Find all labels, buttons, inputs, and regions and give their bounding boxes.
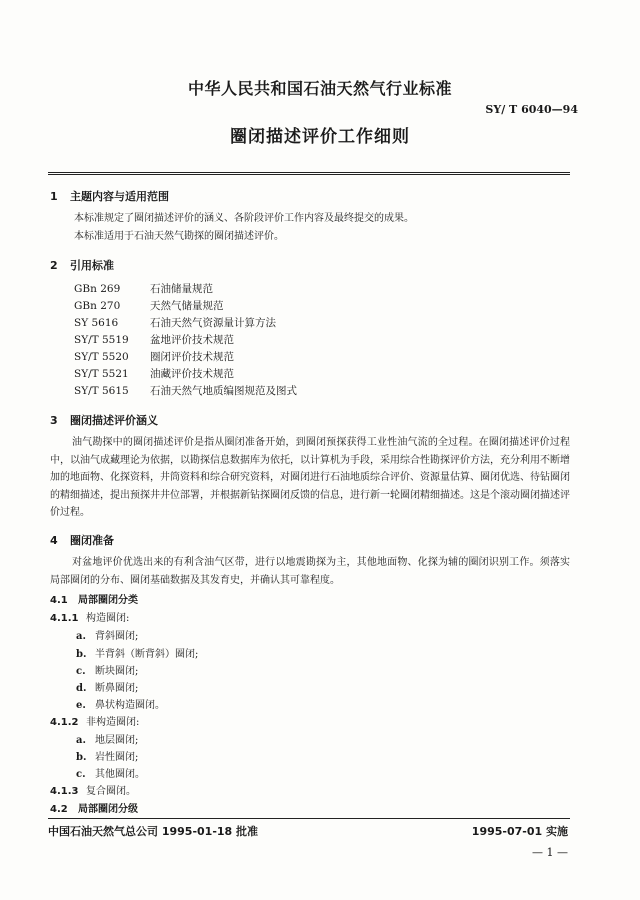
subsection-4-1-2 xyxy=(50,713,139,728)
reference-item xyxy=(74,332,234,347)
reference-code: SY/T 5520 xyxy=(74,351,129,363)
list-text: 鼻状构造圈闭。 xyxy=(95,700,165,711)
approval-line: 中国石油天然气总公司 1995-01-18 批准 xyxy=(48,825,259,838)
subsection-number: 4.1 xyxy=(50,595,68,606)
reference-code: SY/T 5521 xyxy=(74,368,129,380)
list-item xyxy=(76,731,138,746)
section-number: 1 xyxy=(50,190,58,203)
reference-item xyxy=(74,315,276,330)
subsection-4-1-3 xyxy=(50,782,136,797)
section-2-heading xyxy=(50,257,114,273)
list-label: a. xyxy=(76,735,86,746)
subsection-4-1-heading xyxy=(50,591,138,606)
list-item xyxy=(76,765,145,780)
reference-name: 盆地评价技术规范 xyxy=(150,334,234,346)
subsection-4-2-heading xyxy=(50,800,138,815)
section-1-paragraph: 本标准规定了圈闭描述评价的涵义、各阶段评价工作内容及最终提交的成果。 xyxy=(74,213,414,224)
section-number: 2 xyxy=(50,259,58,272)
list-text: 半背斜（断背斜）圈闭; xyxy=(95,649,199,660)
reference-item xyxy=(74,383,297,398)
list-text: 岩性圈闭; xyxy=(95,752,139,763)
reference-name: 天然气储量规范 xyxy=(150,300,224,312)
subsection-title: 非构造圈闭: xyxy=(86,717,140,728)
reference-name: 石油天然气资源量计算方法 xyxy=(150,317,276,329)
effective-date: 1995-07-01 实施 xyxy=(471,825,568,838)
subsection-number: 4.1.3 xyxy=(50,786,79,797)
reference-code: SY/T 5519 xyxy=(74,334,129,346)
org-title: 中华人民共和国石油天然气行业标准 xyxy=(187,79,452,98)
footer-divider xyxy=(48,818,570,819)
section-1-heading xyxy=(50,188,169,204)
section-3-body: 油气勘探中的圈闭描述评价是指从圈闭准备开始，到圈闭预探获得工业性油气流的全过程。在圈闭描述评价过程中，以油气成藏理论为依据，以勘探信息数据库为依托，以计算机为手段，采用综合性勘探评价方法，充分利用不断增加的地面物、化探资料，井筒资料和综合研究资料，对圈闭进行石油地质综合评价、资源量估算、圈闭优选、待钻圈闭的精细描述，提出预探井井位部署，并根据新钻探圈闭反馈的信息，进行新一轮圈闭精细描述。这是个滚动圈闭描述评价过程。 xyxy=(50,437,570,518)
reference-name: 石油天然气地质编图规范及图式 xyxy=(150,385,297,397)
section-title: 圈闭描述评价涵义 xyxy=(70,414,158,427)
subsection-number: 4.1.2 xyxy=(50,717,79,728)
section-number: 4 xyxy=(50,534,58,547)
subsection-4-1-1 xyxy=(50,609,129,624)
subsection-title: 局部圈闭分类 xyxy=(78,595,138,606)
list-text: 背斜圈闭; xyxy=(95,631,139,642)
reference-item xyxy=(74,281,213,296)
section-4-heading xyxy=(50,532,114,548)
list-text: 其他圈闭。 xyxy=(95,769,145,780)
list-label: c. xyxy=(76,769,86,780)
list-label: b. xyxy=(76,752,87,763)
subsection-title: 局部圈闭分级 xyxy=(78,804,138,815)
reference-item xyxy=(74,298,224,313)
reference-item xyxy=(74,349,234,364)
list-label: e. xyxy=(76,700,86,711)
list-item xyxy=(76,645,198,660)
subsection-title: 构造圈闭: xyxy=(86,613,130,624)
reference-name: 石油储量规范 xyxy=(150,283,213,295)
standard-code: SY/ T 6040—94 xyxy=(485,103,578,116)
list-text: 断鼻圈闭; xyxy=(95,683,139,694)
title-divider xyxy=(48,172,570,173)
section-number: 3 xyxy=(50,414,58,427)
list-text: 断块圈闭; xyxy=(95,666,139,677)
section-title: 主题内容与适用范围 xyxy=(70,190,169,203)
subsection-number: 4.1.1 xyxy=(50,613,79,624)
list-label: b. xyxy=(76,649,87,660)
subsection-title: 复合圈闭。 xyxy=(86,786,136,797)
list-item xyxy=(76,627,138,642)
document-title: 圈闭描述评价工作细则 xyxy=(230,127,410,147)
list-item xyxy=(76,679,138,694)
reference-code: GBn 270 xyxy=(74,300,121,312)
section-1-paragraph: 本标准适用于石油天然气勘探的圈闭描述评价。 xyxy=(74,231,284,242)
list-label: a. xyxy=(76,631,86,642)
reference-item xyxy=(74,366,234,381)
reference-code: GBn 269 xyxy=(74,283,121,295)
subsection-number: 4.2 xyxy=(50,804,68,815)
page-number: — 1 — xyxy=(532,846,568,859)
reference-code: SY 5616 xyxy=(74,317,119,329)
list-label: c. xyxy=(76,666,86,677)
section-title: 引用标准 xyxy=(70,259,114,272)
reference-code: SY/T 5615 xyxy=(74,385,129,397)
reference-name: 油藏评价技术规范 xyxy=(150,368,234,380)
list-text: 地层圈闭; xyxy=(95,735,139,746)
list-item xyxy=(76,662,138,677)
reference-name: 圈闭评价技术规范 xyxy=(150,351,234,363)
list-item xyxy=(76,696,165,711)
section-3-heading xyxy=(50,412,158,428)
section-title: 圈闭准备 xyxy=(70,534,114,547)
list-label: d. xyxy=(76,683,87,694)
list-item xyxy=(76,748,138,763)
section-4-body: 对盆地评价优选出来的有利含油气区带，进行以地震勘探为主，其他地面物、化探为辅的圈闭识别工作。须落实局部圈闭的分布、圈闭基础数据及其发育史，并确认其可靠程度。 xyxy=(50,557,570,586)
